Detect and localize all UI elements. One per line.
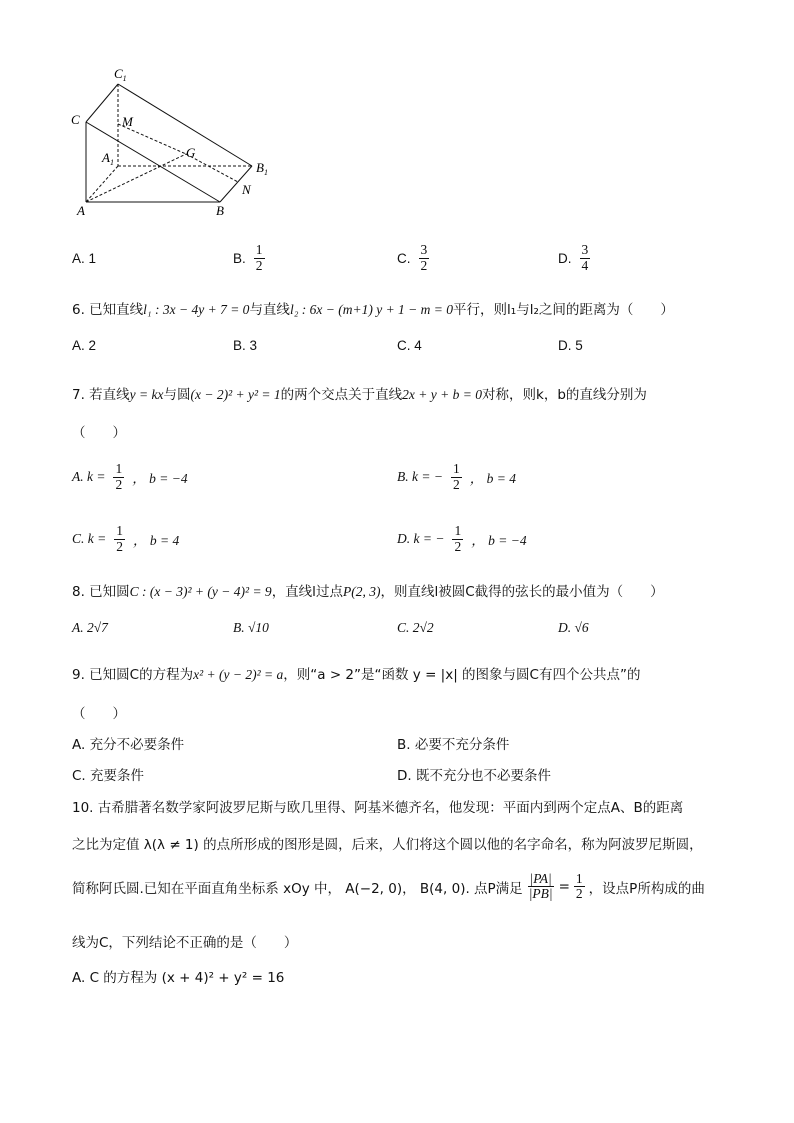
label-b1: $B_1$	[256, 160, 268, 177]
q6-option-a[interactable]: A. 2	[72, 338, 97, 353]
q7-option-a[interactable]: A. k = $\frac{1}{2}$ ， b = −4	[72, 461, 188, 492]
question-8: 8. 已知圆C : (x − 3)² + (y − 4)² = 9，直线l过点P(2, 3)，则直线l被圆C截得的弦长的最小值为（ ）	[72, 584, 664, 600]
q5-option-a[interactable]: A. 1	[72, 250, 97, 266]
q9-option-a[interactable]: A. 充分不必要条件	[72, 737, 185, 753]
label-a1: $A_1$	[102, 150, 114, 167]
label-c1: $C_1$	[114, 66, 127, 83]
label-m: M	[122, 114, 133, 129]
label-c: C	[71, 112, 80, 127]
question-6: 6. 已知直线l₁ : 3x − 4y + 7 = 0与直线l₂ : 6x − (m+1) y + 1 − m = 0平行，则l₁与l₂之间的距离为（ ）	[72, 302, 674, 318]
label-a: A	[77, 203, 85, 218]
q5-option-b[interactable]: B. $\frac{1}{2}$	[233, 242, 263, 273]
q7-answer-paren: （ ）	[72, 425, 126, 441]
q10-line-1: 10. 古希腊著名数学家阿波罗尼斯与欧几里得、阿基米德齐名，他发现：平面内到两个定点A、B的距离	[72, 800, 684, 816]
line-a-g	[86, 154, 186, 202]
ratio-fraction: $\frac{|PA|}{|PB|}$	[528, 871, 553, 902]
q7-options-row1	[72, 457, 734, 497]
q5-option-d[interactable]: D. $\frac{3}{4}$	[558, 242, 589, 273]
q9-answer-paren: （ ）	[72, 706, 126, 722]
question-9: 9. 已知圆C的方程为x² + (y − 2)² = a，则“a > 2”是“函数 y = |x| 的图象与圆C有四个公共点”的	[72, 667, 641, 683]
q10-line-2: 之比为定值 λ(λ ≠ 1) 的点所形成的图形是圆，后来，人们将这个圆以他的名字命名，称为阿波罗尼斯圆，	[72, 837, 703, 853]
q9-option-d[interactable]: D. 既不充分也不必要条件	[397, 768, 551, 784]
q10-option-a[interactable]: A. C 的方程为 (x + 4)² + y² = 16	[72, 970, 285, 986]
half-fraction: $\frac{1}{2}$	[575, 871, 583, 902]
q5-option-c[interactable]: C. $\frac{3}{2}$	[397, 242, 428, 273]
edge-c1-b1	[118, 84, 252, 166]
q7-options-row2	[72, 519, 734, 559]
q8-option-a[interactable]: A. 2√7	[72, 620, 108, 635]
q7-option-b[interactable]: B. k = − $\frac{1}{2}$ ， b = 4	[397, 461, 516, 492]
label-n: N	[242, 182, 251, 197]
q6-option-c[interactable]: C. 4	[397, 338, 422, 353]
fraction: $\frac{1}{2}$	[255, 242, 263, 273]
prism-diagram	[66, 62, 286, 222]
label-b: B	[216, 203, 224, 218]
q8-option-c[interactable]: C. 2√2	[397, 620, 434, 635]
q7-option-d[interactable]: D. k = − $\frac{1}{2}$ ， b = −4	[397, 523, 527, 554]
prism-figure	[66, 62, 286, 226]
q6-option-b[interactable]: B. 3	[233, 338, 258, 353]
question-7: 7. 若直线y = kx与圆(x − 2)² + y² = 1的两个交点关于直线2x + y + b = 0对称，则k，b的直线分别为	[72, 387, 647, 403]
q9-option-c[interactable]: C. 充要条件	[72, 768, 145, 784]
q8-option-d[interactable]: D. √6	[558, 620, 589, 635]
fraction: $\frac{3}{2}$	[420, 242, 428, 273]
q10-line-3: 简称阿氏圆.已知在平面直角坐标系 xOy 中， A(−2, 0)， B(4, 0). 点P满足 $\frac{|PA|}{|PB|}$ = $\frac{1}{2}$ ，设点P所构成的曲	[72, 871, 705, 902]
q6-option-d[interactable]: D. 5	[558, 338, 583, 353]
label-g: G	[186, 145, 196, 160]
q7-option-c[interactable]: C. k = $\frac{1}{2}$ ， b = 4	[72, 523, 180, 554]
fraction: $\frac{3}{4}$	[581, 242, 589, 273]
q5-options	[72, 238, 734, 278]
edge-a1-a	[86, 166, 118, 202]
q9-option-b[interactable]: B. 必要不充分条件	[397, 737, 510, 753]
q10-line-4: 线为C，下列结论不正确的是（ ）	[72, 935, 298, 951]
edge-c1-c	[86, 84, 118, 122]
q8-option-b[interactable]: B. √10	[233, 620, 269, 635]
